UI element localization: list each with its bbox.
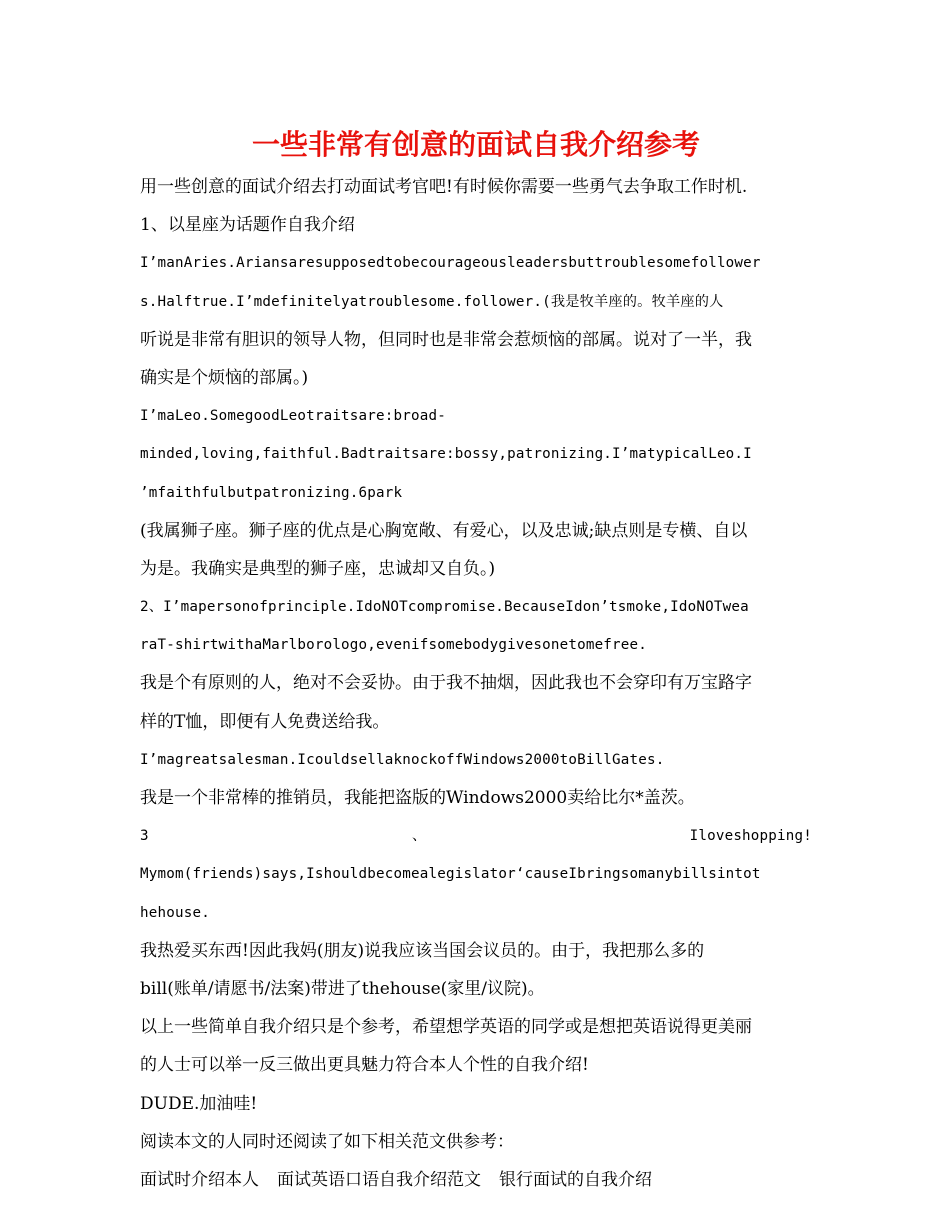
related-link[interactable]: 银行面试的自我介绍 bbox=[499, 1169, 652, 1190]
section-separator: 、 bbox=[411, 828, 427, 845]
paragraph-line: I’maLeo.SomegoodLeotraitsare:broad- bbox=[140, 408, 446, 425]
paragraph-line: raT-shirtwithaMarlborologo,evenifsomebodygivesonetomefree. bbox=[140, 637, 648, 654]
paragraph-line: I’manAries.Ariansaresupposedtobecourageousleadersbuttroublesomefollower bbox=[140, 255, 761, 272]
paragraph-line: 2、I’mapersonofprinciple.IdoNOTcompromise.BecauseIdon’tsmoke,IdoNOTwea bbox=[140, 599, 749, 616]
related-link[interactable]: 面试英语口语自我介绍范文 bbox=[277, 1169, 481, 1190]
section-heading-text: Iloveshopping! bbox=[689, 828, 812, 845]
paragraph-line: ’mfaithfulbutpatronizing.6park bbox=[140, 484, 403, 501]
paragraph-line: 我热爱买东西!因此我妈(朋友)说我应该当国会议员的。由于，我把那么多的 bbox=[140, 940, 705, 961]
paragraph-line: Mymom(friends)says,Ishouldbecomealegislator‘causeIbringsomanybillsintot bbox=[140, 866, 761, 883]
paragraph-line: s.Halftrue.I’mdefinitelyatroublesome.follower.(我是牧羊座的。牧羊座的人 bbox=[140, 293, 724, 310]
intro-line: 用一些创意的面试介绍去打动面试考官吧!有时候你需要一些勇气去争取工作时机. bbox=[140, 177, 748, 197]
paragraph-line: 的人士可以举一反三做出更具魅力符合本人个性的自我介绍! bbox=[140, 1055, 589, 1076]
closing-line: DUDE.加油哇! bbox=[140, 1093, 258, 1114]
paragraph-line: 为是。我确实是典型的狮子座，忠诚却又自负。) bbox=[140, 558, 496, 579]
paragraph-line: bill(账单/请愿书/法案)带进了thehouse(家里/议院)。 bbox=[140, 978, 545, 999]
section-number: 3 bbox=[140, 828, 149, 845]
related-heading: 阅读本文的人同时还阅读了如下相关范文供参考： bbox=[140, 1131, 514, 1152]
document-page bbox=[140, 118, 812, 1199]
section-heading-1: 1、以星座为话题作自我介绍 bbox=[140, 215, 355, 236]
paragraph-line: (我属狮子座。狮子座的优点是心胸宽敞、有爱心，以及忠诚;缺点则是专横、自以 bbox=[140, 520, 748, 541]
section-heading-3 bbox=[140, 817, 812, 855]
related-link[interactable]: 面试时介绍本人 bbox=[140, 1169, 259, 1190]
paragraph-line: minded,loving,faithful.Badtraitsare:bossy,patronizing.I’matypicalLeo.I bbox=[140, 446, 752, 463]
paragraph-line: 样的T恤，即便有人免费送给我。 bbox=[140, 711, 390, 732]
paragraph-line: 确实是个烦恼的部属。) bbox=[140, 367, 309, 388]
paragraph-line: 我是个有原则的人，绝对不会妥协。由于我不抽烟，因此我也不会穿印有万宝路字 bbox=[140, 673, 752, 694]
related-links bbox=[140, 1161, 812, 1199]
paragraph-line: 我是一个非常棒的推销员，我能把盗版的Windows2000卖给比尔*盖茨。 bbox=[140, 788, 695, 808]
paragraph-line: 听说是非常有胆识的领导人物，但同时也是非常会惹烦恼的部属。说对了一半，我 bbox=[140, 329, 752, 350]
document-title: 一些非常有创意的面试自我介绍参考 bbox=[251, 128, 700, 161]
paragraph-line: 以上一些简单自我介绍只是个参考，希望想学英语的同学或是想把英语说得更美丽 bbox=[140, 1017, 752, 1038]
paragraph-line: I’magreatsalesman.IcouldsellaknockoffWindows2000toBillGates. bbox=[140, 751, 665, 768]
paragraph-line: hehouse. bbox=[140, 904, 210, 921]
